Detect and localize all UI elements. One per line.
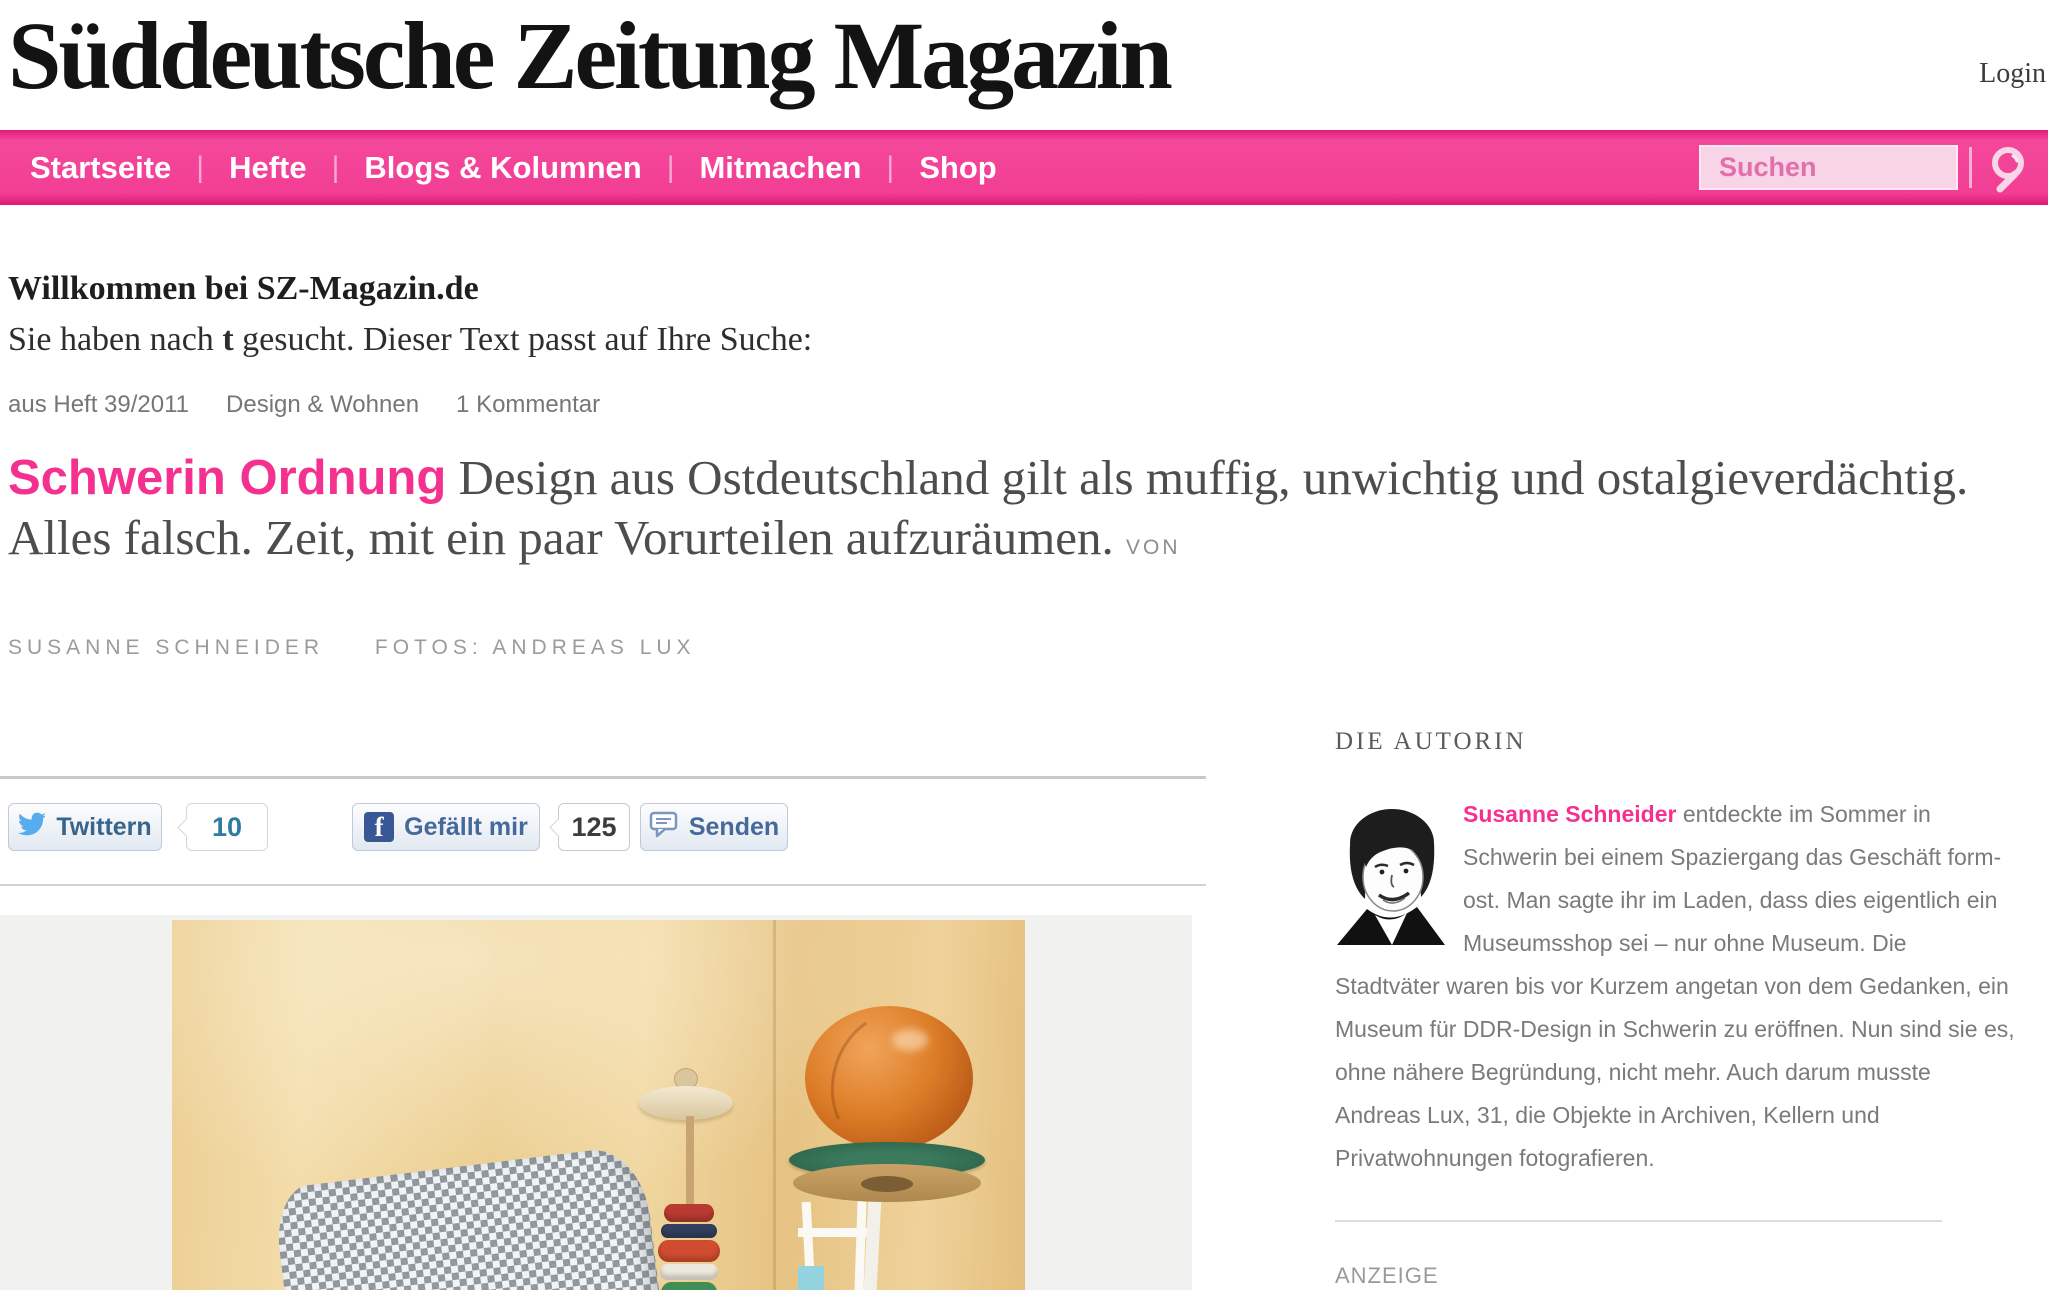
author-credit: SUSANNE SCHNEIDER bbox=[8, 636, 325, 659]
author-name-link[interactable]: Susanne Schneider bbox=[1463, 801, 1677, 827]
send-button-label: Senden bbox=[688, 812, 780, 841]
tweet-count-value: 10 bbox=[211, 811, 243, 842]
facebook-send-button[interactable] bbox=[640, 803, 788, 851]
ring-toy-stack bbox=[659, 1204, 719, 1290]
meta-issue-link[interactable]: aus Heft 39/2011 bbox=[8, 391, 190, 418]
sidebar-divider bbox=[1335, 1220, 1942, 1222]
facebook-like-count-value: 125 bbox=[571, 811, 617, 842]
nav-separator: | bbox=[886, 150, 895, 184]
welcome-title: Willkommen bei SZ-Magazin.de bbox=[8, 270, 479, 307]
toy-ring bbox=[660, 1264, 718, 1280]
headline-von-label: VON bbox=[1126, 536, 1181, 559]
nav-separator: | bbox=[666, 150, 675, 184]
toy-ring bbox=[658, 1240, 720, 1262]
author-box bbox=[1335, 793, 2017, 1180]
toy-ring bbox=[661, 1282, 717, 1290]
ad-label: ANZEIGE bbox=[1335, 1263, 1439, 1288]
author-box-heading: DIE AUTORIN bbox=[1335, 728, 1527, 755]
toy-ring bbox=[664, 1204, 714, 1222]
search-divider bbox=[1969, 147, 1972, 188]
magazine-logo[interactable]: Süddeutsche Zeitung Magazin bbox=[8, 2, 1170, 109]
nav-item-hefte[interactable]: Hefte bbox=[229, 149, 307, 185]
nav-items bbox=[30, 130, 1022, 205]
checkered-pillow bbox=[272, 1144, 668, 1290]
facebook-like-label: Gefällt mir bbox=[404, 812, 528, 841]
main-navbar bbox=[0, 130, 2048, 205]
divider-below-social bbox=[0, 884, 1206, 886]
blue-detail bbox=[798, 1266, 824, 1290]
divider-above-social bbox=[0, 776, 1206, 779]
bubble-notch bbox=[549, 818, 567, 836]
tweet-count-bubble[interactable] bbox=[186, 803, 268, 851]
nav-separator: | bbox=[196, 150, 205, 184]
tweet-button[interactable] bbox=[8, 803, 162, 851]
article-photo[interactable] bbox=[172, 920, 1025, 1290]
facebook-like-button[interactable] bbox=[352, 803, 540, 851]
bubble-notch bbox=[177, 818, 195, 836]
facebook-icon: f bbox=[364, 812, 394, 842]
nav-item-startseite[interactable]: Startseite bbox=[30, 149, 172, 185]
stand-center-hole bbox=[861, 1176, 913, 1192]
author-bio-text: entdeckte im Sommer in Schwerin bei einem Spaziergang das Geschäft form-ost. Man sagte ihr im Laden, dass dies eigentlich ein Museumsshop sei – nur ohne Museum. Die Stadtväter waren bis vor Kurzem angetan von dem Gedanken, ein Museum für DDR-Design in Schwerin zu eröffnen. Nun sind sie es, ohne nähere Begründung, nicht mehr. Auch darum musste Andreas Lux, 31, die Objekte in Archiven, Kellern und Privatwohnungen fotografieren. bbox=[1335, 801, 2015, 1171]
meta-comments-link[interactable]: 1 Kommentar bbox=[456, 391, 601, 418]
search-result-note: Sie haben nach t gesucht. Dieser Text passt auf Ihre Suche: bbox=[8, 321, 813, 358]
search-term: t bbox=[222, 321, 234, 358]
ring-toy-stick bbox=[686, 1116, 694, 1208]
meta-category-link[interactable]: Design & Wohnen bbox=[226, 391, 420, 418]
article-meta bbox=[8, 391, 600, 419]
search-submit-button[interactable] bbox=[1984, 142, 2038, 194]
send-bubble-icon bbox=[649, 810, 679, 845]
article-byline bbox=[8, 636, 696, 660]
search-input[interactable] bbox=[1699, 145, 1958, 190]
white-ladder-crossbar bbox=[798, 1228, 872, 1237]
toy-ring bbox=[661, 1224, 717, 1238]
facebook-like-count-bubble[interactable] bbox=[558, 803, 630, 851]
article-headline[interactable] bbox=[8, 448, 2018, 577]
twitter-bird-icon bbox=[18, 810, 46, 845]
author-portrait bbox=[1335, 799, 1447, 945]
nav-item-shop[interactable]: Shop bbox=[919, 149, 997, 185]
orange-leather-ball bbox=[805, 1006, 973, 1150]
ring-toy-top-disc bbox=[639, 1086, 733, 1120]
wood-seam bbox=[773, 920, 776, 1290]
nav-item-mitmachen[interactable]: Mitmachen bbox=[699, 149, 862, 185]
photo-credit: FOTOS: ANDREAS LUX bbox=[374, 636, 696, 659]
search-icon bbox=[1984, 182, 2038, 197]
headline-teaser: Design aus Ostdeutschland gilt als muffig, unwichtig und ostalgieverdächtig. Alles falsch. Zeit, mit ein paar Vorurteilen aufzuräumen. bbox=[8, 450, 1969, 565]
login-link[interactable]: Login bbox=[1979, 58, 2046, 89]
nav-separator: | bbox=[331, 150, 340, 184]
nav-item-blogs-kolumnen[interactable]: Blogs & Kolumnen bbox=[364, 149, 642, 185]
tweet-button-label: Twittern bbox=[56, 812, 152, 841]
headline-title: Schwerin Ordnung bbox=[8, 451, 447, 505]
